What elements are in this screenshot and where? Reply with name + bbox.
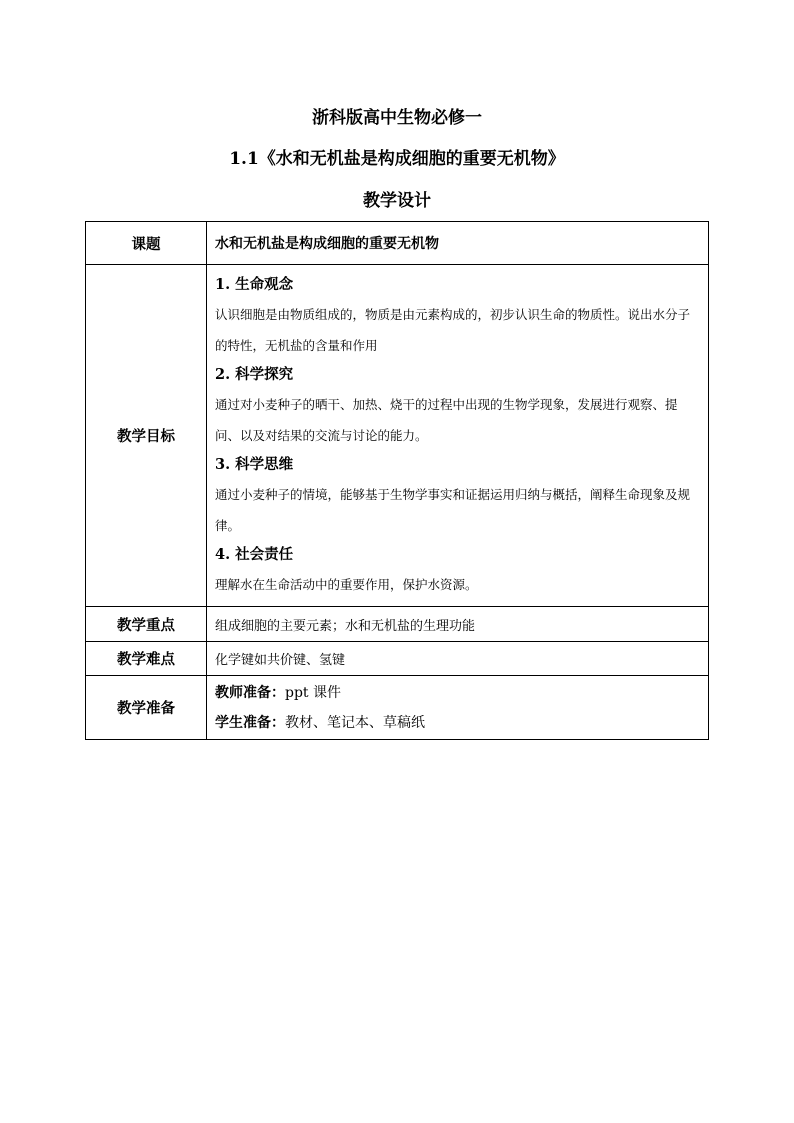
preparation-cell: [207, 676, 709, 740]
teacher-preparation-label: 教师准备：: [215, 684, 285, 701]
table-row-difficulty: [86, 642, 709, 676]
table-row-focus: [86, 607, 709, 642]
difficulty-value: 化学键如共价键、氢键: [207, 642, 709, 676]
goal-heading: 3. 科学思维: [215, 456, 294, 473]
table-row-goals: [86, 265, 709, 607]
teacher-preparation: [215, 678, 702, 708]
focus-label: 教学重点: [86, 607, 207, 642]
student-preparation-value: 教材、笔记本、草稿纸: [285, 714, 425, 731]
topic-label: 课题: [86, 222, 207, 265]
preparation-label: 教学准备: [86, 676, 207, 740]
goal-text: 认识细胞是由物质组成的，物质是由元素构成的，初步认识生命的物质性。说出水分子的特性，无机盐的含量和作用: [215, 307, 691, 353]
goal-text: 通过对小麦种子的晒干、加热、烧干的过程中出现的生物学现象，发展进行观察、提问、以及对结果的交流与讨论的能力。: [215, 397, 678, 443]
teacher-preparation-value: ppt 课件: [285, 684, 341, 701]
goal-text: 理解水在生命活动中的重要作用，保护水资源。: [215, 577, 478, 592]
document-subtitle: 教学设计: [363, 191, 431, 211]
focus-value: 组成细胞的主要元素；水和无机盐的生理功能: [207, 607, 709, 642]
goal-heading: 2. 科学探究: [215, 366, 294, 383]
table-row-topic: [86, 222, 709, 265]
student-preparation-label: 学生准备：: [215, 714, 285, 731]
goal-heading: 4. 社会责任: [215, 546, 294, 563]
lesson-title: 1.1《水和无机盐是构成细胞的重要无机物》: [229, 149, 565, 169]
student-preparation: [215, 708, 702, 738]
goal-text: 通过小麦种子的情境，能够基于生物学事实和证据运用归纳与概括，阐释生命现象及规律。: [215, 487, 691, 533]
table-row-preparation: [86, 676, 709, 740]
goal-heading: 1. 生命观念: [215, 276, 294, 293]
difficulty-label: 教学难点: [86, 642, 207, 676]
document-title: 浙科版高中生物必修一: [312, 108, 482, 128]
goals-cell: [207, 265, 709, 607]
goals-label: 教学目标: [86, 265, 207, 607]
lesson-plan-table: [85, 221, 709, 740]
topic-value: 水和无机盐是构成细胞的重要无机物: [207, 222, 709, 265]
